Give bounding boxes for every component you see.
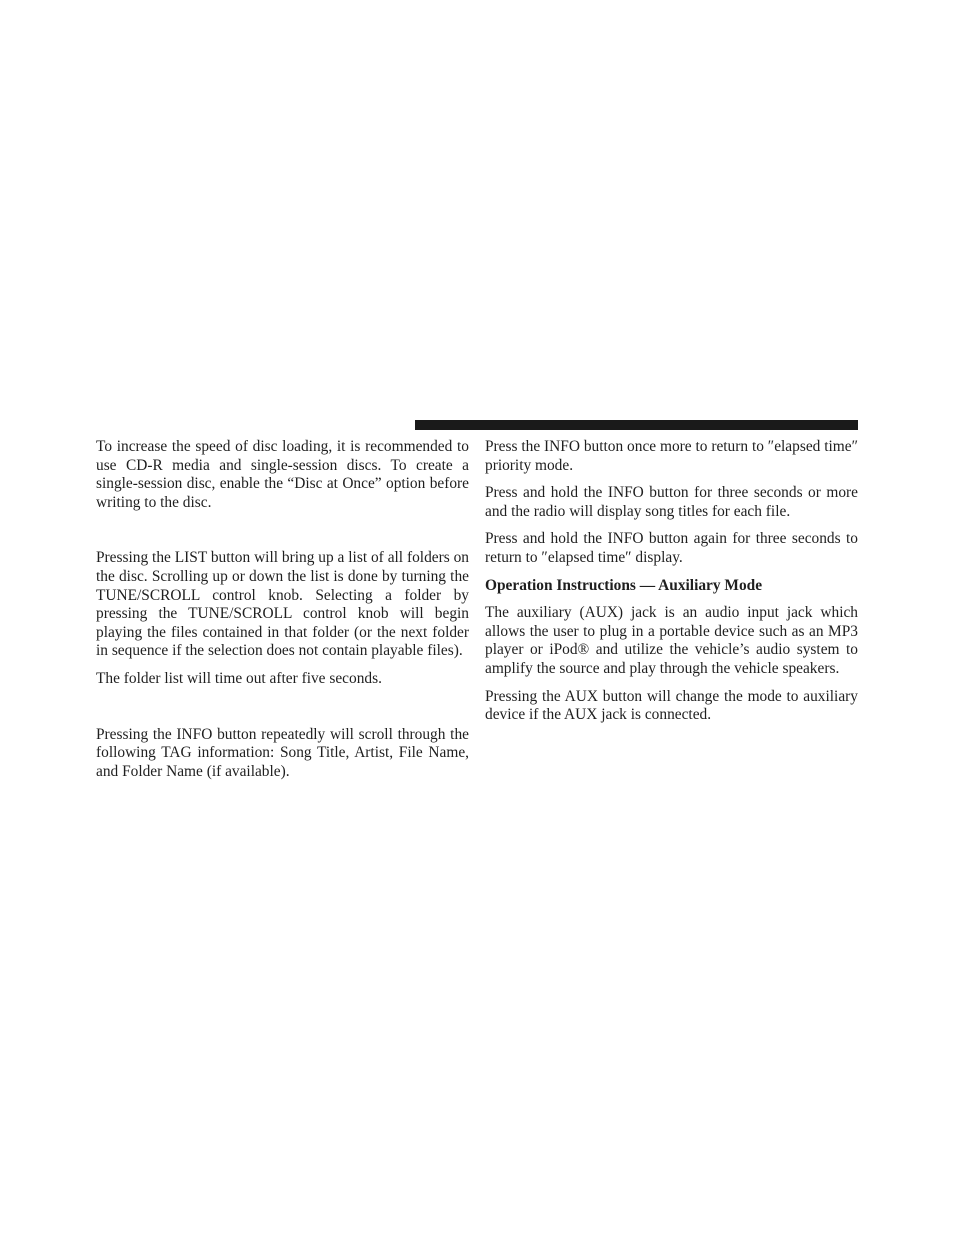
left-column [96, 438, 469, 790]
header-rule [415, 420, 858, 430]
paragraph-list-button: Pressing the LIST button will bring up a list of all folders on the disc. Scrolling up or down the list is done by turning the TUNE/SCROLL control knob. Selecting a folder by pressing the TUNE/SCROLL control knob will begin playing the files contained in that folder (or the next folder in sequence if the selection does not contain playable files). [96, 549, 469, 660]
section-heading-aux-mode: Operation Instructions — Auxiliary Mode [485, 576, 763, 594]
paragraph-elapsed-time: Press the INFO button once more to return to ″elapsed time″ priority mode. [485, 438, 858, 474]
paragraph-aux-button: Pressing the AUX button will change the mode to auxiliary device if the AUX jack is connected. [485, 687, 858, 724]
paragraph-return-elapsed: Press and hold the INFO button again for three seconds to return to ″elapsed time″ display. [485, 530, 858, 566]
right-column [485, 438, 858, 734]
paragraph-info-button: Pressing the INFO button repeatedly will scroll through the following TAG information: Song Title, Artist, File Name, and Folder Name (if available). [96, 725, 469, 780]
paragraph-aux-jack: The auxiliary (AUX) jack is an audio input jack which allows the user to plug in a portable device such as an MP3 player or iPod® and utilize the vehicle’s audio system to amplify the source and play through the vehicle speakers. [485, 604, 858, 677]
paragraph-song-titles: Press and hold the INFO button for three seconds or more and the radio will display song titles for each file. [485, 484, 858, 520]
paragraph-folder-timeout: The folder list will time out after five seconds. [96, 669, 382, 687]
paragraph-disc-loading: To increase the speed of disc loading, it is recommended to use CD-R media and single-session discs. To create a single-session disc, enable the “Disc at Once” option before writing to the disc. [96, 438, 469, 511]
